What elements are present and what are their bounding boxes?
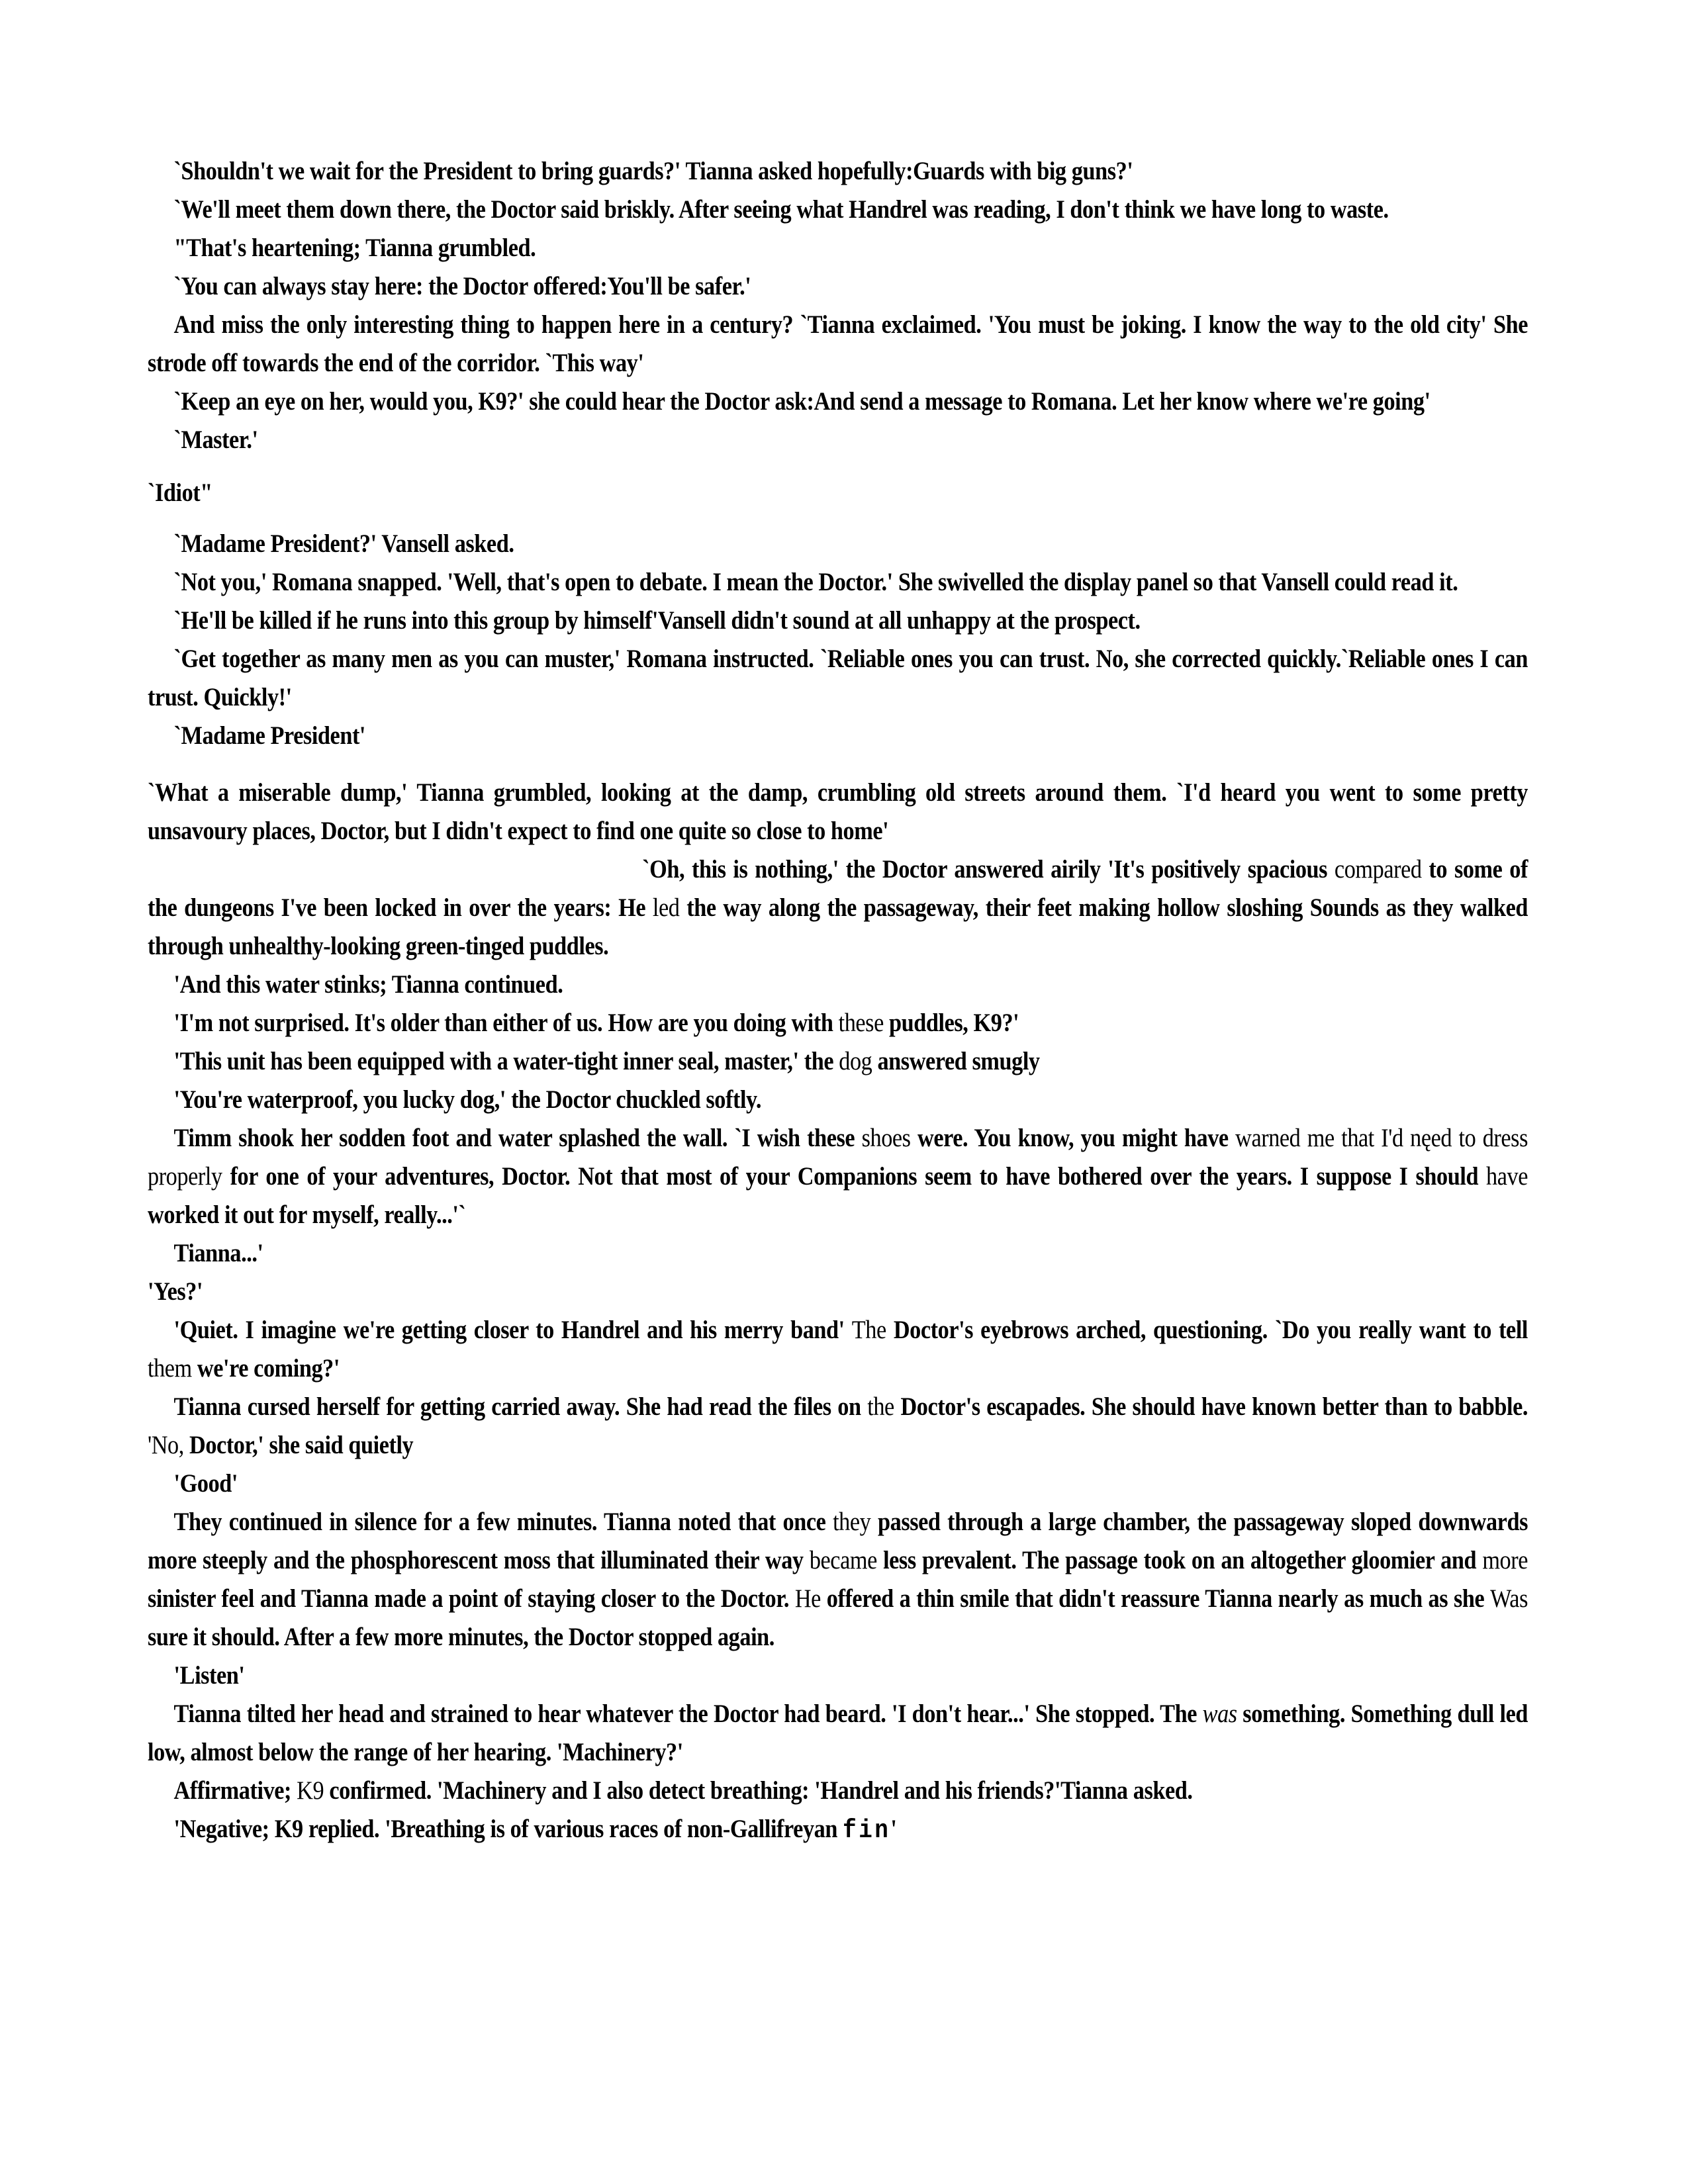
text-run: for one of your adventures, Doctor. Not that most of your Companions seem to have bothered over the years. I suppose I should [222,1162,1487,1191]
text-run: Doctor's escapades. She should have known better than to babble. [894,1392,1528,1421]
text-run: less prevalent. The passage took on an altogether gloomier and [876,1546,1483,1574]
text-run-alt: warned me that I'd nęed to dress [1235,1124,1528,1152]
text-run: "That's heartening; Tianna grumbled. [173,234,536,262]
text-run: `Not you,' Romana snapped. 'Well, that's open to debate. I mean the Doctor.' She swivelled the display panel so that Vansell could read it. [173,568,1458,596]
paragraph-17 [148,1004,1528,1042]
text-run: `We'll meet them down there, the Doctor said briskly. After seeing what Handrel was reading, I don't think we have long to waste. [173,195,1389,224]
book-text [148,152,1528,1850]
text-run: Doctor's eyebrows arched, questioning. `Do you really want to tell [886,1316,1528,1344]
paragraph-11 [148,602,1528,640]
text-run: `What a miserable dump,' Tianna grumbled, looking at the damp, crumbling old streets around them. `I'd heard you went to some pretty unsavoury places, Doctor, but I didn't expect to find one quite so close to home' [148,778,1528,845]
text-run-alt: K9 [297,1776,324,1805]
text-run: 'Negative; K9 replied. 'Breathing is of various races of non-Gallifreyan [173,1815,843,1843]
text-run-alt: have [1486,1162,1528,1191]
text-run: confirmed. 'Machinery and I also detect breathing: 'Handrel and his friends?'Tianna asked. [324,1776,1193,1805]
text-run: Affirmative; [173,1776,297,1805]
text-run-alt: He [794,1584,821,1613]
text-run-alt: they [833,1508,871,1536]
paragraph-28 [148,1695,1528,1772]
paragraph-20 [148,1119,1528,1234]
text-run: Timm shook her sodden foot and water splashed the wall. `I wish these [173,1124,862,1152]
text-run: `Madame President?' Vansell asked. [173,529,514,558]
text-run: ' [890,1815,897,1843]
paragraph-24 [148,1388,1528,1465]
paragraph-6 [148,383,1528,421]
text-run-alt: led [652,893,680,922]
text-run-alt: these [838,1009,884,1037]
text-run: 'Listen' [173,1661,245,1690]
text-run: `Madame President' [173,721,366,750]
text-run: Tianna...' [173,1239,263,1267]
text-run: passed through a large chamber, the passageway sloped downwards more steeply and the phosphorescent moss that illuminated their way [148,1508,1528,1574]
text-run: Doctor,' she said quietly [183,1431,414,1459]
text-run: Tianna tilted her head and strained to hear whatever the Doctor had beard. 'I don't hear...' She stopped. The [173,1700,1203,1728]
paragraph-25 [148,1465,1528,1503]
paragraph-10 [148,563,1528,602]
text-run-alt: Was [1490,1584,1528,1613]
text-run: sinister feel and Tianna made a point of staying closer to the Doctor. [148,1584,795,1613]
paragraph-18 [148,1042,1528,1081]
text-run: `Master.' [173,426,258,454]
text-run: 'Yes?' [148,1277,203,1306]
text-run: to some of the dungeons I've been locked in over the years: He [148,855,1528,922]
text-run: 'You're waterproof, you lucky dog,' the Doctor chuckled softly. [173,1085,761,1114]
text-run: offered a thin smile that didn't reassure Tianna nearly as much as she [820,1584,1491,1613]
text-run: 'Quiet. I imagine we're getting closer to Handrel and his merry band' [173,1316,852,1344]
paragraph-19 [148,1081,1528,1119]
text-run-alt: them [148,1354,192,1383]
paragraph-23 [148,1311,1528,1388]
text-run: 'I'm not surprised. It's older than either of us. How are you doing with [173,1009,839,1037]
paragraph-27 [148,1657,1528,1695]
text-run: were. You know, you might have [910,1124,1236,1152]
text-run: we're coming?' [191,1354,340,1383]
text-run-mono: fin [843,1816,891,1845]
text-run: sure it should. After a few more minutes, the Doctor stopped again. [148,1623,774,1651]
paragraph-22 [148,1273,1528,1311]
paragraph-7 [148,421,1528,459]
text-run: Tianna cursed herself for getting carried away. She had read the files on [173,1392,868,1421]
paragraph-21 [148,1234,1528,1273]
text-run: `Idiot" [148,478,212,507]
paragraph-3 [148,229,1528,267]
text-run: puddles, K9?' [883,1009,1019,1037]
text-run: They continued in silence for a few minutes. Tianna noted that once [173,1508,833,1536]
text-run: 'Good' [173,1469,238,1498]
text-run-alt: dog [839,1047,872,1075]
text-run-alt: properly [148,1162,222,1191]
paragraph-29 [148,1772,1528,1810]
text-run: `Get together as many men as you can muster,' Romana instructed. `Reliable ones you can trust. No, she corrected quickly.`Reliable ones I can trust. Quickly!' [148,645,1528,711]
paragraph-12 [148,640,1528,717]
paragraph-4 [148,267,1528,306]
text-run: `Oh, this is nothing,' the Doctor answered airily 'It's positively spacious [642,855,1335,884]
text-run-alt: 'No, [148,1431,184,1459]
text-run: `Shouldn't we wait for the President to bring guards?' Tianna asked hopefully:Guards with big guns?' [173,157,1133,185]
text-run: And miss the only interesting thing to happen here in a century? `Tianna exclaimed. 'You must be joking. I know the way to the old city' She strode off towards the end of the corridor. `This way' [148,310,1528,377]
paragraph-30 [148,1810,1528,1850]
text-run-alt: shoes [861,1124,911,1152]
text-run-alt: the [867,1392,894,1421]
text-run: `Keep an eye on her, would you, K9?' she could hear the Doctor ask:And send a message to Romana. Let her know where we're going' [173,387,1430,416]
paragraph-26 [148,1503,1528,1657]
paragraph-14 [148,774,1528,850]
paragraph-8 [148,474,1528,512]
text-run: `He'll be killed if he runs into this group by himself'Vansell didn't sound at all unhappy at the prospect. [173,606,1141,635]
text-run-alt: more [1482,1546,1528,1574]
text-run-it: was [1202,1700,1237,1728]
text-run: 'This unit has been equipped with a water-tight inner seal, master,' the [173,1047,839,1075]
text-run: worked it out for myself, really...'` [148,1201,466,1229]
paragraph-1 [148,152,1528,191]
paragraph-16 [148,966,1528,1004]
paragraph-15 [148,850,1528,966]
text-run: something. Something dull led low, almost below the range of her hearing. 'Machinery?' [148,1700,1528,1766]
text-run: `You can always stay here: the Doctor offered:You'll be safer.' [173,272,751,300]
paragraph-9 [148,525,1528,563]
paragraph-5 [148,306,1528,383]
text-run-alt: compared [1334,855,1422,884]
paragraph-2 [148,191,1528,229]
text-run: answered smugly [872,1047,1040,1075]
text-run: the way along the passageway, their feet making hollow sloshing Sounds as they walked through unhealthy-looking green-tinged puddles. [148,893,1528,960]
text-run: 'And this water stinks; Tianna continued. [173,970,563,999]
text-run-alt: became [809,1546,877,1574]
paragraph-13 [148,717,1528,755]
text-run-alt: The [851,1316,886,1344]
